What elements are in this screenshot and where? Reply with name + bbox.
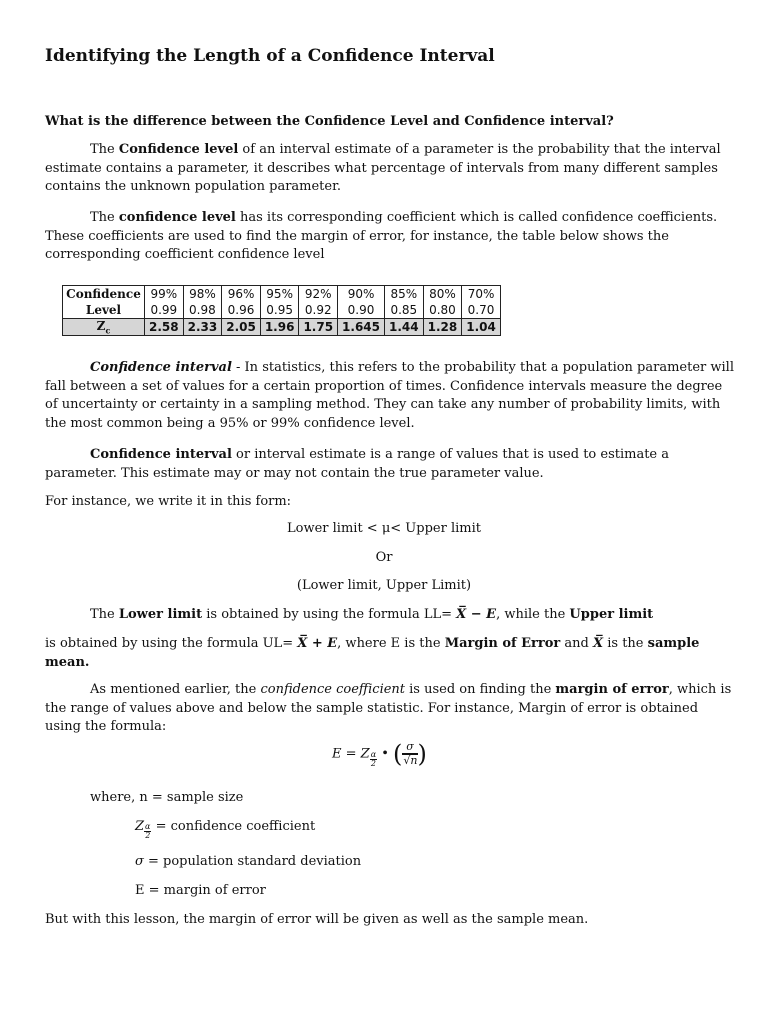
table-cell: 80% bbox=[423, 286, 462, 303]
table-cell: 0.80 bbox=[423, 302, 462, 319]
table-cell: 0.95 bbox=[260, 302, 299, 319]
table-cell: 2.05 bbox=[222, 319, 261, 336]
section-question: What is the difference between the Confidence Level and Confidence interval? bbox=[45, 114, 614, 129]
table-row-decimal bbox=[63, 302, 501, 319]
table-cell: 99% bbox=[145, 286, 184, 303]
table-cell: 0.96 bbox=[222, 302, 261, 319]
table-cell: 98% bbox=[183, 286, 222, 303]
table-cell: 2.33 bbox=[183, 319, 222, 336]
table-cell: 1.44 bbox=[385, 319, 424, 336]
confidence-coefficient-table bbox=[62, 285, 501, 336]
interval-form-inequality: Lower limit < μ< Upper limit bbox=[287, 521, 481, 536]
where-sample-size: where, n = sample size bbox=[90, 790, 244, 805]
where-standard-deviation: σ = population standard deviation bbox=[135, 854, 362, 869]
paragraph-closing: But with this lesson, the margin of error will be given as well as the sample mean. bbox=[45, 912, 589, 927]
paragraph-for-instance: For instance, we write it in this form: bbox=[45, 494, 292, 509]
table-cell: 0.99 bbox=[145, 302, 184, 319]
table-cell: 0.85 bbox=[385, 302, 424, 319]
table-cell: 96% bbox=[222, 286, 261, 303]
paragraph-confidence-interval-definition: Confidence interval - In statistics, this refers to the probability that a population parameter will fall between a set of values for a certain proportion of times. Confidence intervals measure the degree of uncertainty or certainty in a sampling method. They can take any number of probability limits, with the most common being a 95% or 99% confidence level. bbox=[45, 360, 734, 431]
table-cell: 1.96 bbox=[260, 319, 299, 336]
table-cell: 2.58 bbox=[145, 319, 184, 336]
where-confidence-coefficient: Z $\frac{\alpha}{2}$ = confidence coefficient bbox=[135, 819, 316, 840]
table-cell: 0.70 bbox=[462, 302, 501, 319]
margin-of-error-formula: E = Z $\frac{\alpha}{2}$ • ( $\frac{\sigma}{√n}$ ) bbox=[332, 740, 427, 768]
where-margin-of-error: E = margin of error bbox=[135, 883, 266, 898]
interval-form-or: Or bbox=[375, 550, 393, 565]
paragraph-margin-of-error: As mentioned earlier, the confidence coefficient is used on finding the margin of error, which is the range of values above and below the sample statistic. For instance, Margin of error is obtained using the formula: bbox=[45, 682, 732, 734]
table-cell: 1.28 bbox=[423, 319, 462, 336]
table-cell: 1.75 bbox=[299, 319, 338, 336]
table-row-percent bbox=[63, 286, 501, 303]
page-title: Identifying the Length of a Confidence Interval bbox=[45, 46, 495, 66]
table-cell: 1.645 bbox=[338, 319, 385, 336]
table-header-confidence: Confidence bbox=[63, 286, 145, 303]
table-row-z-values bbox=[63, 319, 501, 336]
table-header-level: Level bbox=[63, 302, 145, 319]
table-cell: 85% bbox=[385, 286, 424, 303]
paragraph-interval-estimate: Confidence interval or interval estimate is a range of values that is used to estimate a parameter. This estimate may or may not contain the true parameter value. bbox=[45, 447, 670, 481]
table-cell: 0.98 bbox=[183, 302, 222, 319]
paragraph-confidence-level: The Confidence level of an interval estimate of a parameter is the probability that the interval estimate contains a parameter, it describes what percentage of intervals from many different samples contains the unknown population parameter. bbox=[45, 142, 721, 194]
table-cell: 90% bbox=[338, 286, 385, 303]
paragraph-lower-limit: The Lower limit is obtained by using the formula LL= X̅ − E, while the Upper limit bbox=[90, 607, 654, 622]
table-cell: 0.92 bbox=[299, 302, 338, 319]
table-cell: 95% bbox=[260, 286, 299, 303]
table-cell: 1.04 bbox=[462, 319, 501, 336]
table-header-zc: $Z_c$ bbox=[63, 319, 145, 336]
paragraph-confidence-coefficient: The confidence level has its corresponding coefficient which is called confidence coefficients. These coefficients are used to find the margin of error, for instance, the table below shows the corresponding coefficient confidence level bbox=[45, 210, 718, 262]
table-cell: 0.90 bbox=[338, 302, 385, 319]
interval-form-pair: (Lower limit, Upper Limit) bbox=[296, 578, 472, 593]
table-cell: 70% bbox=[462, 286, 501, 303]
table-cell: 92% bbox=[299, 286, 338, 303]
paragraph-upper-limit: is obtained by using the formula UL= X̅ + E, where E is the Margin of Error and X̅ is the sample mean. bbox=[45, 636, 700, 670]
